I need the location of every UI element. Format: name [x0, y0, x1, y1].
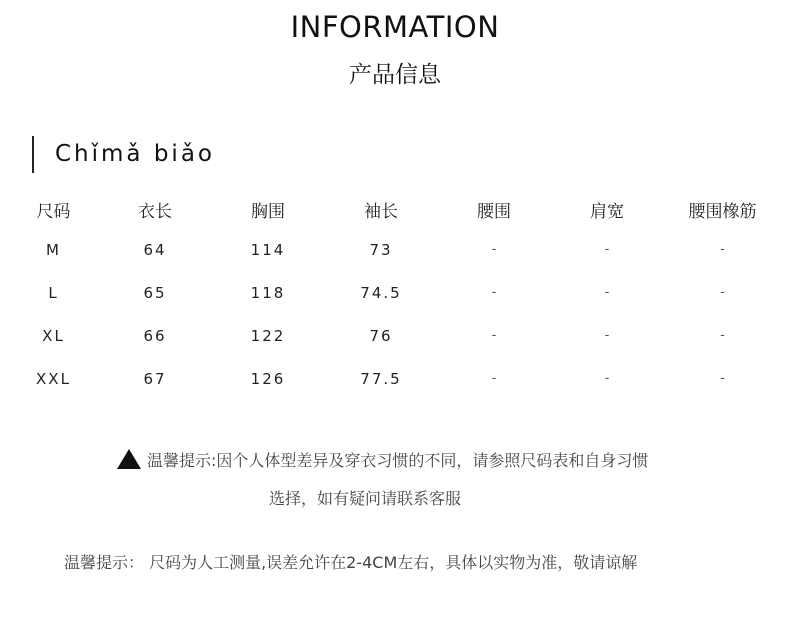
cell-size: M [46, 240, 61, 259]
cell-sleeve: 73 [369, 240, 393, 259]
table-header-row [0, 190, 790, 228]
cell-elastic-waist: - [720, 371, 725, 386]
header-size: 尺码 [36, 201, 71, 222]
cell-sleeve: 74.5 [360, 283, 402, 302]
title-english: INFORMATION [290, 10, 500, 44]
cell-shoulder: - [604, 285, 610, 300]
table-row [0, 271, 790, 314]
measurement-tip: 温馨提示： 尺码为人工测量,误差允许在2-4CM左右，具体以实物为准，敬请谅解 [64, 553, 638, 572]
cell-sleeve: 76 [369, 326, 393, 345]
cell-elastic-waist: - [720, 285, 725, 300]
table-row [0, 357, 790, 400]
header-sleeve: 袖长 [364, 201, 398, 222]
cell-length: 64 [143, 240, 167, 259]
cell-size: XL [42, 326, 65, 345]
cell-shoulder: - [604, 371, 610, 386]
cell-length: 67 [143, 369, 167, 388]
fit-tip-line-2: 选择，如有疑问请联系客服 [268, 489, 461, 508]
cell-length: 65 [143, 283, 167, 302]
warning-triangle-icon [117, 449, 141, 469]
cell-sleeve: 77.5 [360, 369, 402, 388]
cell-shoulder: - [604, 328, 610, 343]
header-shoulder: 肩宽 [590, 201, 624, 222]
section-title: Chǐmǎ biǎo [55, 141, 215, 167]
cell-chest: 126 [250, 369, 286, 388]
cell-length: 66 [143, 326, 167, 345]
cell-chest: 114 [250, 240, 286, 259]
cell-waist: - [491, 285, 497, 300]
cell-waist: - [491, 328, 497, 343]
header-length: 衣长 [138, 201, 172, 222]
cell-shoulder: - [604, 242, 610, 257]
table-row [0, 314, 790, 357]
cell-chest: 118 [250, 283, 286, 302]
cell-waist: - [491, 371, 497, 386]
title-chinese: 产品信息 [349, 62, 441, 88]
cell-size: L [48, 283, 59, 302]
cell-chest: 122 [250, 326, 286, 345]
cell-elastic-waist: - [720, 328, 725, 343]
header-waist: 腰围 [477, 201, 511, 222]
cell-size: XXL [36, 369, 71, 388]
cell-waist: - [491, 242, 497, 257]
table-row [0, 228, 790, 271]
fit-tip-line-1 [117, 448, 648, 471]
header-chest: 胸围 [251, 201, 285, 222]
section-divider-bar [32, 136, 34, 173]
fit-tip-text-1: 温馨提示:因个人体型差异及穿衣习惯的不同，请参照尺码表和自身习惯 [147, 451, 649, 470]
header-elastic-waist: 腰围橡筋 [688, 201, 757, 222]
size-table [0, 190, 790, 400]
cell-elastic-waist: - [720, 242, 725, 257]
